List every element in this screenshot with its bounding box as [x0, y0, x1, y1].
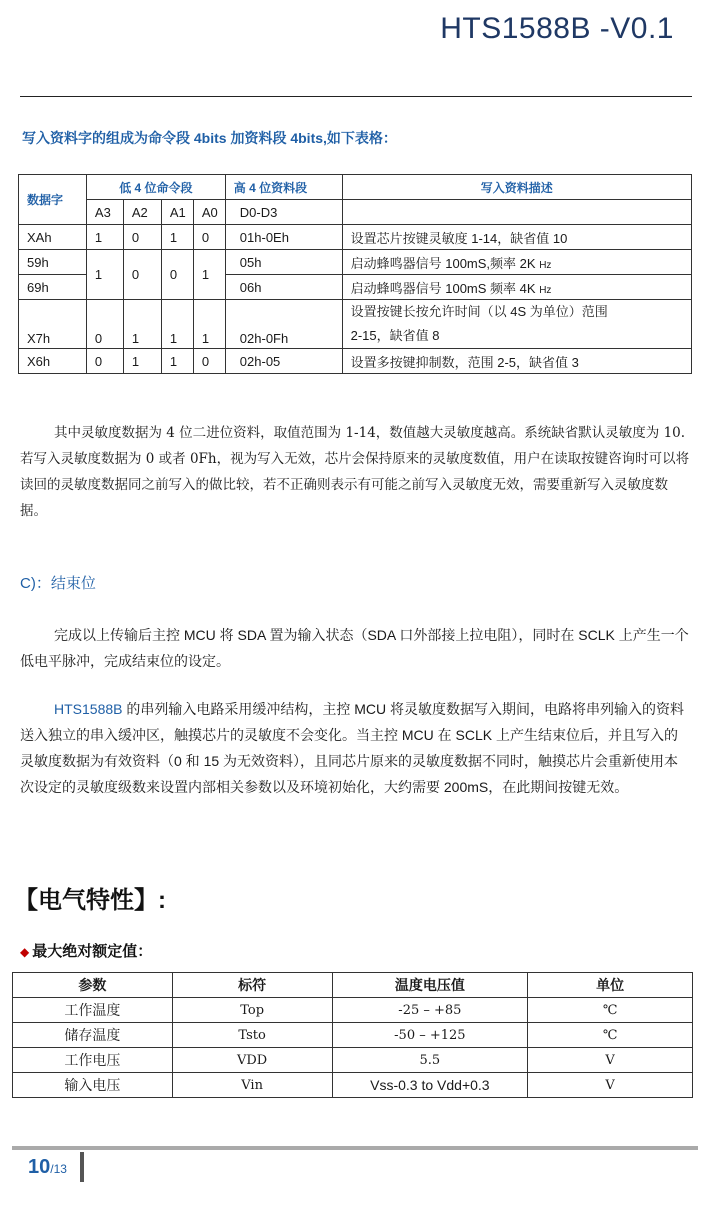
row-desc	[342, 275, 691, 300]
footer-divider	[12, 1146, 698, 1150]
row-data: 02h-05	[225, 349, 342, 374]
bit-a1: 1	[161, 349, 193, 374]
header-data-high: 高 4 位资料段	[225, 175, 342, 200]
table-row	[13, 998, 693, 1023]
bit-a2: 1	[123, 300, 161, 349]
row-desc: 设置芯片按键灵敏度 1-14，缺省值 10	[342, 225, 691, 250]
sub-desc-empty	[342, 200, 691, 225]
table-row	[19, 300, 692, 349]
rating-table	[12, 972, 693, 1098]
row-word: 69h	[19, 275, 87, 300]
rating-value: Vss-0.3 to Vdd+0.3	[332, 1073, 528, 1098]
table-row	[13, 1073, 693, 1098]
row-desc-unit: Hz	[539, 259, 552, 271]
table-row	[19, 225, 692, 250]
rating-param: 工作温度	[13, 998, 173, 1023]
row-desc	[342, 300, 691, 349]
rating-value: -25 – +85	[332, 998, 528, 1023]
sub-a0: A0	[193, 200, 225, 225]
bit-a1: 1	[161, 300, 193, 349]
row-word: X6h	[19, 349, 87, 374]
rating-symbol: VDD	[172, 1048, 332, 1073]
bit-a1: 1	[161, 225, 193, 250]
rating-value: 5.5	[332, 1048, 528, 1073]
table-row	[13, 1048, 693, 1073]
page-current: 10	[28, 1156, 51, 1178]
section-c-label: 结束位	[50, 575, 96, 592]
bit-a0: 0	[193, 349, 225, 374]
intro-text: 写入资料字的组成为命令段 4bits 加资料段 4bits,如下表格：	[22, 130, 397, 146]
bit-a3: 0	[86, 300, 123, 349]
header-divider	[20, 96, 692, 97]
rating-symbol: Top	[172, 998, 332, 1023]
row-data: 02h-0Fh	[225, 300, 342, 349]
row-data: 06h	[225, 275, 342, 300]
row-word: 59h	[19, 250, 87, 275]
sensitivity-paragraph	[20, 420, 690, 524]
bit-a2: 1	[123, 349, 161, 374]
row-desc-main: 启动蜂鸣器信号 100mS 频率 4K	[350, 280, 536, 296]
bit-a3: 1	[86, 225, 123, 250]
header-data-word: 数据字	[19, 175, 87, 225]
rating-param: 工作电压	[13, 1048, 173, 1073]
command-table	[18, 174, 692, 374]
row-desc: 设置多按键抑制数，范围 2-5，缺省值 3	[342, 349, 691, 374]
sub-a3: A3	[86, 200, 123, 225]
rating-header-param: 参数	[13, 973, 173, 998]
row-word: X7h	[19, 300, 87, 349]
end-bit-text: 完成以上传输后主控 MCU 将 SDA 置为输入状态（SDA 口外部接上拉电阻），同时在 SCLK 上产生一个低电平脉冲，完成结束位的设定。	[20, 627, 689, 669]
rating-symbol: Tsto	[172, 1023, 332, 1048]
bit-a2-shared: 0	[123, 250, 161, 300]
rating-unit: ℃	[528, 998, 693, 1023]
chip-name: HTS1588B	[54, 701, 123, 717]
diamond-bullet-icon: ◆	[20, 945, 30, 959]
section-c-heading	[20, 572, 96, 593]
row-desc-unit: Hz	[539, 284, 552, 296]
rating-symbol: Vin	[172, 1073, 332, 1098]
rating-header-symbol: 标符	[172, 973, 332, 998]
row-desc-main: 启动蜂鸣器信号 100mS,频率 2K	[350, 255, 536, 271]
header-desc: 写入资料描述	[342, 175, 691, 200]
rating-value: -50 – +125	[332, 1023, 528, 1048]
section-c-prefix: C)：	[20, 575, 51, 592]
abs-max-label: 最大绝对额定值：	[32, 943, 153, 960]
rating-unit: ℃	[528, 1023, 693, 1048]
buffer-text: 的串列输入电路采用缓冲结构，主控 MCU 将灵敏度数据写入期间，电路将串列输入的资料送入独立的串入缓冲区，触摸芯片的灵敏度不会变化。当主控 MCU 在 SCLK 上产生结束位后，并且写入的灵敏度数据为有效资料（0 和 15 为无效资料），且同芯片原来的灵敏度数据不同时，触摸芯片会重新使用本次设定的灵敏度级数来设置内部相关参数以及环境初始化，大约需要 200mS，在此期间按键无效。	[20, 701, 685, 795]
bit-a0-shared: 1	[193, 250, 225, 300]
row-desc	[342, 250, 691, 275]
sensitivity-text: 其中灵敏度数据为 4 位二进位资料，取值范围为 1-14，数值越大灵敏度越高。系统缺省默认灵敏度为 10.若写入灵敏度数据为 0 或者 0Fh，视为写入无效，芯片会保持原来的灵敏度数值，用户在读取按键咨询时可以将读回的灵敏度数据同之前写入的做比较，若不正确则表示有可能之前写入灵敏度无效，需要重新写入灵敏度数据。	[20, 425, 690, 519]
bit-a3: 0	[86, 349, 123, 374]
end-bit-paragraph	[20, 622, 690, 674]
rating-header-value: 温度电压值	[332, 973, 528, 998]
bit-a2: 0	[123, 225, 161, 250]
sub-d0-d3: D0-D3	[225, 200, 342, 225]
table-row	[19, 250, 692, 275]
sub-a2: A2	[123, 200, 161, 225]
row-data: 05h	[225, 250, 342, 275]
rating-param: 储存温度	[13, 1023, 173, 1048]
bit-a0: 1	[193, 300, 225, 349]
rating-param: 输入电压	[13, 1073, 173, 1098]
table-row	[19, 349, 692, 374]
rating-unit: V	[528, 1048, 693, 1073]
row-word: XAh	[19, 225, 87, 250]
document-title: HTS1588B -V0.1	[440, 12, 674, 45]
table-row	[13, 1023, 693, 1048]
page-number	[28, 1156, 67, 1179]
electrical-heading: 【电气特性】:	[14, 887, 166, 914]
rating-unit: V	[528, 1073, 693, 1098]
sub-a1: A1	[161, 200, 193, 225]
page-total: /13	[50, 1162, 67, 1176]
row-data: 01h-0Eh	[225, 225, 342, 250]
bit-a1-shared: 0	[161, 250, 193, 300]
row-desc-line2: 2-15，缺省值 8	[350, 328, 440, 343]
row-desc-line1: 设置按键长按允许时间（以 4S 为单位）范围	[350, 304, 608, 319]
buffer-paragraph	[20, 696, 690, 800]
bit-a3-shared: 1	[86, 250, 123, 300]
header-cmd-low: 低 4 位命令段	[86, 175, 225, 200]
footer-bar	[80, 1152, 84, 1182]
abs-max-title	[20, 940, 152, 961]
bit-a0: 0	[193, 225, 225, 250]
rating-header-unit: 单位	[528, 973, 693, 998]
